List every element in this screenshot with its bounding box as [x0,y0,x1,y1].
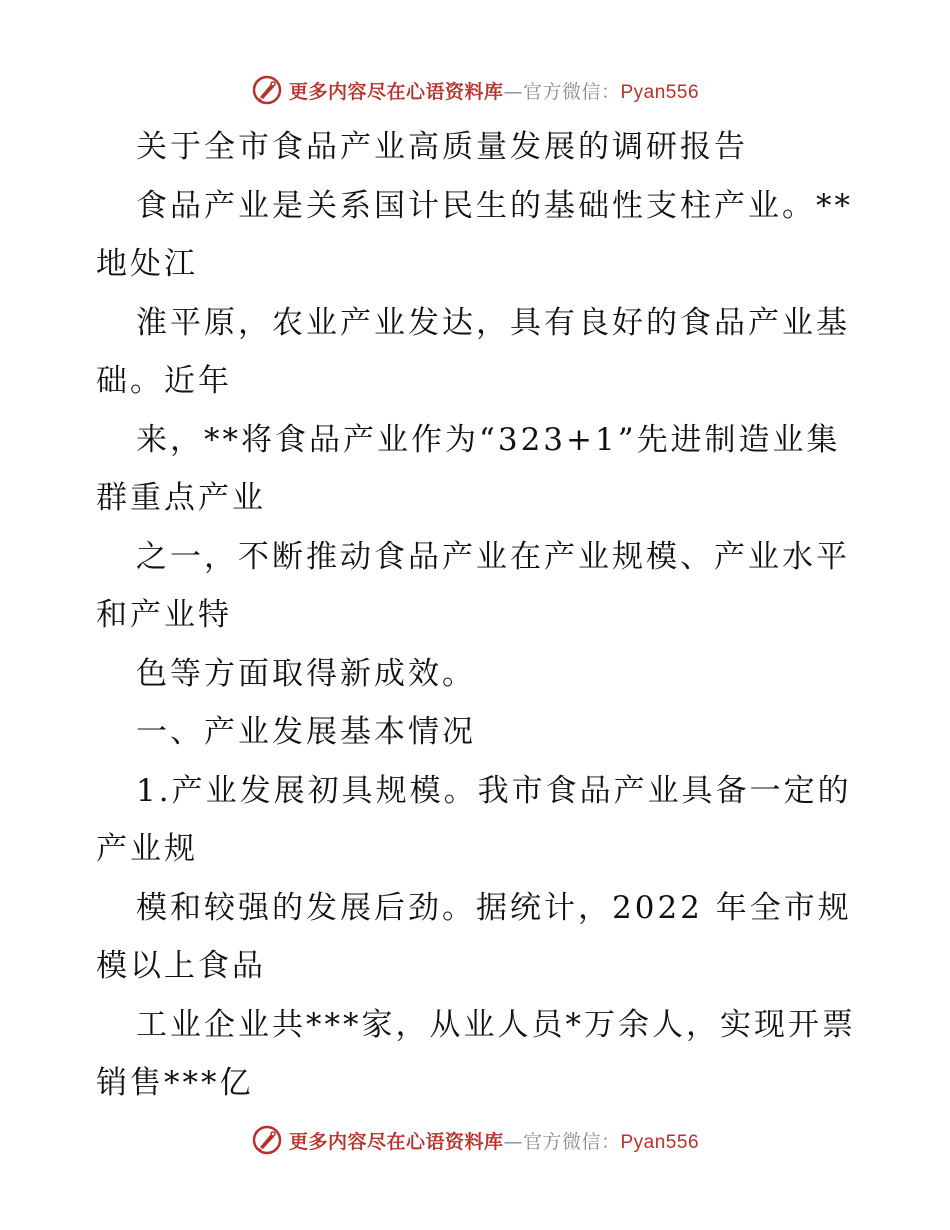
footer-watermark [0,1120,950,1160]
paragraph-line: 和产业特 [96,597,232,633]
paragraph-line: 之一，不断推动食品产业在产业规模、产业水平 [136,538,850,575]
paragraph-line: 食品产业是关系国计民生的基础性支柱产业。** [136,187,853,224]
paragraph-line: 产业规 [96,831,198,867]
paragraph-line: 色等方面取得新成效。 [136,655,476,692]
header-watermark [0,70,950,110]
section-heading: 一、产业发展基本情况 [136,714,476,750]
watermark-text [289,77,699,104]
document-title: 关于全市食品产业高质量发展的调研报告 [136,129,748,165]
paragraph-line: 模以上食品 [96,948,266,984]
watermark-main-text: 更多内容尽在心语资料库 [288,80,504,103]
paragraph-line: 淮平原，农业产业发达，具有良好的食品产业基 [136,304,850,341]
watermark-wechat-label: 官方微信： [522,1130,621,1153]
paragraph-line: 础。近年 [96,363,232,399]
watermark-wechat-id: Pyan556 [620,81,700,103]
watermark-text [289,1127,699,1154]
watermark-separator: — [503,80,523,103]
watermark-separator: — [503,1130,523,1153]
paragraph-line: 工业企业共***家，从业人员*万余人，实现开票 [136,1006,856,1043]
paragraph-line: 1.产业发展初具规模。我市食品产业具备一定的 [136,772,852,809]
paragraph-line: 来，**将食品产业作为“323+1”先进制造业集 [136,421,841,458]
paragraph-line: 模和较强的发展后劲。据统计，2022 年全市规 [136,889,852,926]
watermark-wechat-id: Pyan556 [620,1131,700,1153]
pen-logo-icon [251,1124,283,1156]
paragraph-line: 群重点产业 [96,480,266,516]
paragraph-line: 销售***亿 [96,1065,254,1101]
document-body [96,118,856,1113]
watermark-main-text: 更多内容尽在心语资料库 [288,1130,504,1153]
watermark-wechat-label: 官方微信： [522,80,621,103]
paragraph-line: 地处江 [96,246,198,282]
pen-logo-icon [251,74,283,106]
